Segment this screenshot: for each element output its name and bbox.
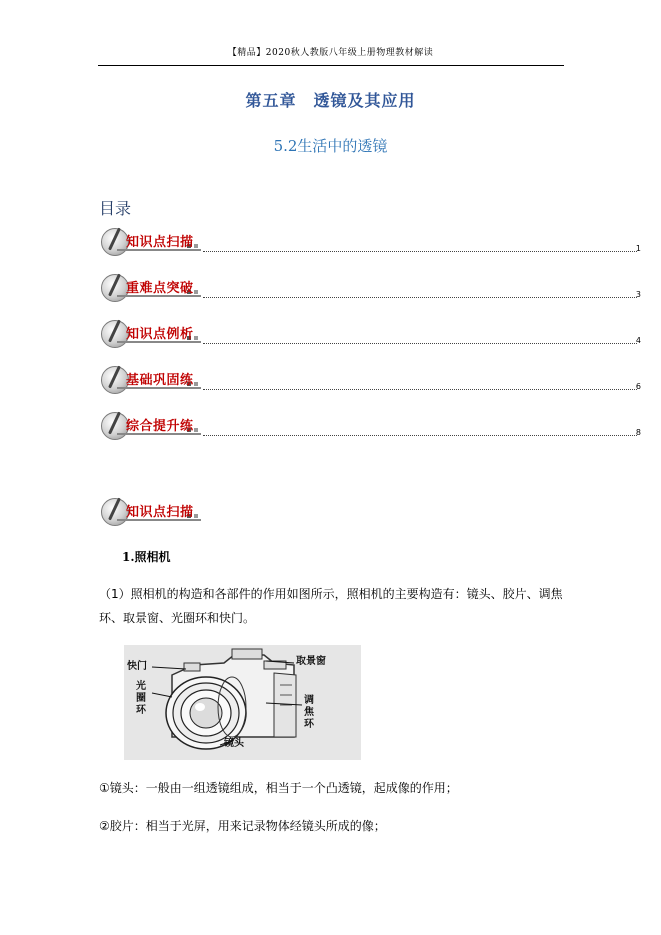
subheading: 1.照相机	[122, 550, 171, 564]
toc-entry[interactable]	[99, 410, 641, 446]
section-badge	[99, 226, 204, 260]
pen-icon	[101, 366, 129, 394]
toc-leader	[203, 297, 637, 298]
badge-square-icon	[194, 336, 198, 340]
badge-square-icon	[194, 382, 198, 386]
chapter-title: 第五章 透镜及其应用	[245, 91, 416, 110]
badge-square-icon	[194, 514, 198, 518]
toc-entry-label: 综合提升练	[126, 419, 194, 434]
toc-page-number: 8	[635, 428, 641, 437]
section-badge	[99, 496, 204, 530]
badge-square-icon	[194, 290, 198, 294]
toc-entry[interactable]	[99, 226, 641, 262]
paragraph: （1）照相机的构造和各部件的作用如图所示，照相机的主要构造有：镜头、胶片、调焦环、取景窗、光圈环和快门。	[99, 587, 563, 625]
toc-entry[interactable]	[99, 272, 641, 308]
section-badge	[99, 272, 204, 306]
paragraph: ①镜头：一般由一组透镜组成，相当于一个凸透镜，起成像的作用；	[99, 781, 458, 795]
section-badge	[99, 410, 204, 444]
paragraph: ②胶片：相当于光屏，用来记录物体经镜头所成的像；	[99, 819, 386, 833]
toc-entry[interactable]	[99, 364, 641, 400]
pen-icon	[101, 274, 129, 302]
toc-leader	[203, 343, 637, 344]
page-header: 【精品】2020秋人教版八年级上册物理教材解读	[227, 48, 434, 58]
toc-leader	[203, 389, 637, 390]
section-title: 5.2生活中的透镜	[273, 137, 388, 155]
badge-square-icon	[194, 244, 198, 248]
section-badge	[99, 364, 204, 398]
toc-entry-label: 重难点突破	[126, 281, 194, 296]
figure-label-shutter: 快门	[127, 661, 147, 672]
section-badge-label: 知识点扫描	[126, 505, 194, 520]
pen-icon	[101, 498, 129, 526]
figure-label-aperture: 光圈环	[136, 681, 146, 716]
badge-square-icon	[194, 428, 198, 432]
toc-page-number: 3	[635, 290, 641, 299]
section-badge	[99, 318, 204, 352]
toc-entry-label: 基础巩固练	[126, 373, 194, 388]
pen-icon	[101, 412, 129, 440]
toc-page-number: 4	[635, 336, 641, 345]
toc-leader	[203, 435, 637, 436]
pen-icon	[101, 320, 129, 348]
header-divider	[98, 65, 564, 66]
toc-entry-label: 知识点扫描	[126, 235, 194, 250]
toc-heading: 目录	[99, 199, 132, 218]
camera-figure	[124, 645, 361, 760]
toc-entry[interactable]	[99, 318, 641, 354]
toc-leader	[203, 251, 637, 252]
toc-page-number: 6	[635, 382, 641, 391]
toc-entry-label: 知识点例析	[126, 327, 194, 342]
figure-label-lens: 镜头	[224, 738, 244, 749]
toc-page-number: 1	[635, 244, 641, 253]
figure-label-focus-ring: 调焦环	[304, 695, 314, 730]
pen-icon	[101, 228, 129, 256]
figure-label-viewfinder: 取景窗	[296, 656, 326, 667]
